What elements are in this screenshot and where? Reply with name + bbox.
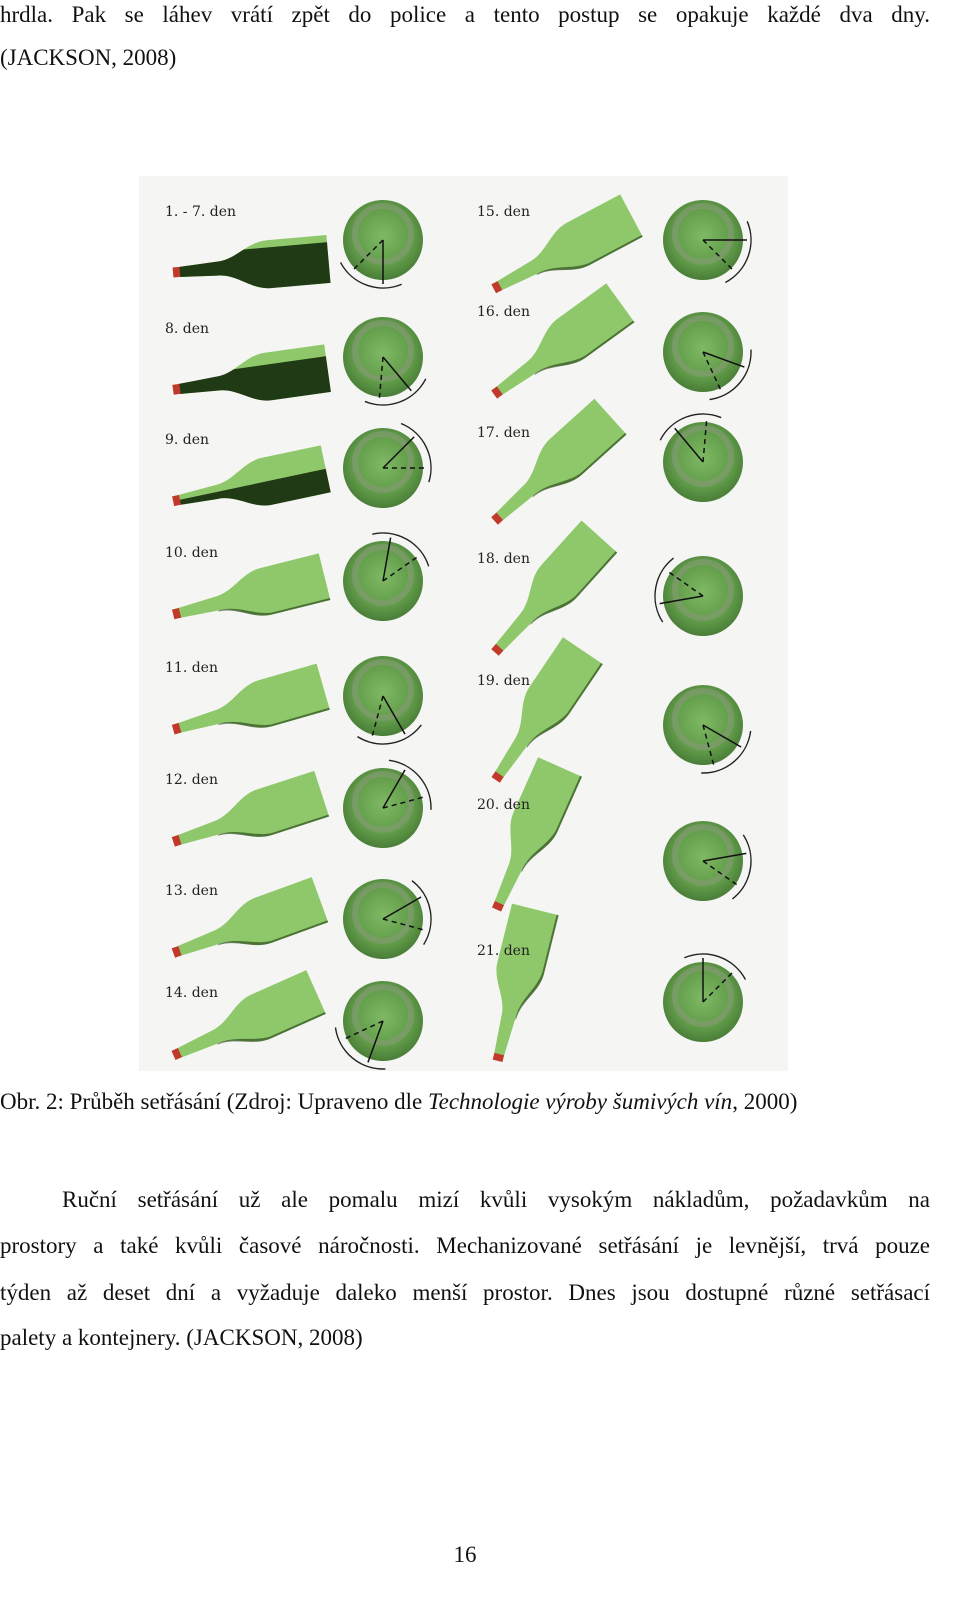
riddling-disc-left-7 — [335, 981, 423, 1069]
bottle-right-2 — [478, 399, 626, 539]
riddling-disc-left-2 — [343, 424, 431, 508]
day-label-right-4: 19. den — [477, 673, 530, 689]
cork-left-0 — [173, 267, 181, 278]
day-label-right-5: 20. den — [477, 797, 530, 813]
day-label-left-0: 1. - 7. den — [165, 204, 237, 220]
bottle-left-2 — [168, 445, 331, 524]
caption-prefix: Obr. 2: Průběh setřásání (Zdroj: Upraveno dle — [0, 1089, 428, 1114]
bottle-right-1 — [480, 283, 634, 414]
caption-italic-title: Technologie výroby šumivých vín — [427, 1089, 733, 1114]
riddling-diagram — [139, 176, 788, 1071]
day-label-left-1: 8. den — [165, 321, 210, 337]
riddling-disc-left-4 — [343, 656, 423, 744]
riddling-disc-right-3 — [655, 556, 743, 636]
cork-left-1 — [172, 384, 180, 395]
bottle-right-6 — [474, 904, 558, 1067]
paragraph-line-3: týden až deset dní a vyžaduje daleko menší prostor. Dnes jsou dostupné různé setřásací — [0, 1280, 930, 1305]
paragraph-line-1: Ruční setřásání už ale pomalu mizí kvůli vysokým nákladům, požadavkům na — [62, 1187, 930, 1212]
day-label-left-6: 13. den — [165, 883, 218, 899]
riddling-disc-right-0 — [663, 200, 751, 282]
day-label-left-2: 9. den — [165, 432, 210, 448]
bottle-right-5 — [475, 757, 582, 919]
riddling-disc-right-6 — [663, 954, 745, 1042]
riddling-disc-left-1 — [343, 317, 426, 405]
riddling-disc-left-3 — [343, 533, 429, 621]
riddling-figure — [139, 176, 788, 1071]
day-label-right-0: 15. den — [477, 204, 530, 220]
paragraph-line-4: palety a kontejnery. (JACKSON, 2008) — [0, 1325, 363, 1350]
paragraph-line-2: prostory a také kvůli časové náročnosti. Mechanizované setřásání je levnější, trvá pouze — [0, 1233, 930, 1258]
day-label-left-7: 14. den — [165, 985, 218, 1001]
page-number: 16 — [453, 1542, 477, 1567]
day-label-right-6: 21. den — [477, 943, 530, 959]
day-label-right-1: 16. den — [477, 304, 530, 320]
riddling-disc-right-5 — [663, 821, 751, 901]
intro-line-2: (JACKSON, 2008) — [0, 45, 177, 70]
day-label-left-3: 10. den — [165, 545, 218, 561]
riddling-disc-right-2 — [660, 414, 743, 502]
day-label-left-5: 12. den — [165, 772, 218, 788]
bottle-left-4 — [167, 664, 330, 753]
riddling-disc-left-0 — [341, 200, 423, 288]
bottle-left-1 — [170, 344, 331, 413]
intro-line-1: hrdla. Pak se láhev vrátí zpět do police a tento postup se opakuje každé dva dny. — [0, 2, 930, 27]
bottle-right-3 — [477, 520, 617, 668]
bottle-left-3 — [167, 553, 330, 637]
bottle-left-0 — [171, 235, 331, 296]
riddling-disc-right-4 — [663, 685, 751, 773]
day-label-right-2: 17. den — [477, 425, 530, 441]
caption-suffix: , 2000) — [732, 1089, 798, 1114]
day-label-right-3: 18. den — [477, 551, 530, 567]
figure-caption — [0, 1087, 930, 1117]
day-label-left-4: 11. den — [165, 660, 218, 676]
riddling-disc-left-5 — [343, 760, 431, 848]
riddling-disc-right-1 — [663, 312, 751, 400]
riddling-disc-left-6 — [343, 879, 431, 959]
